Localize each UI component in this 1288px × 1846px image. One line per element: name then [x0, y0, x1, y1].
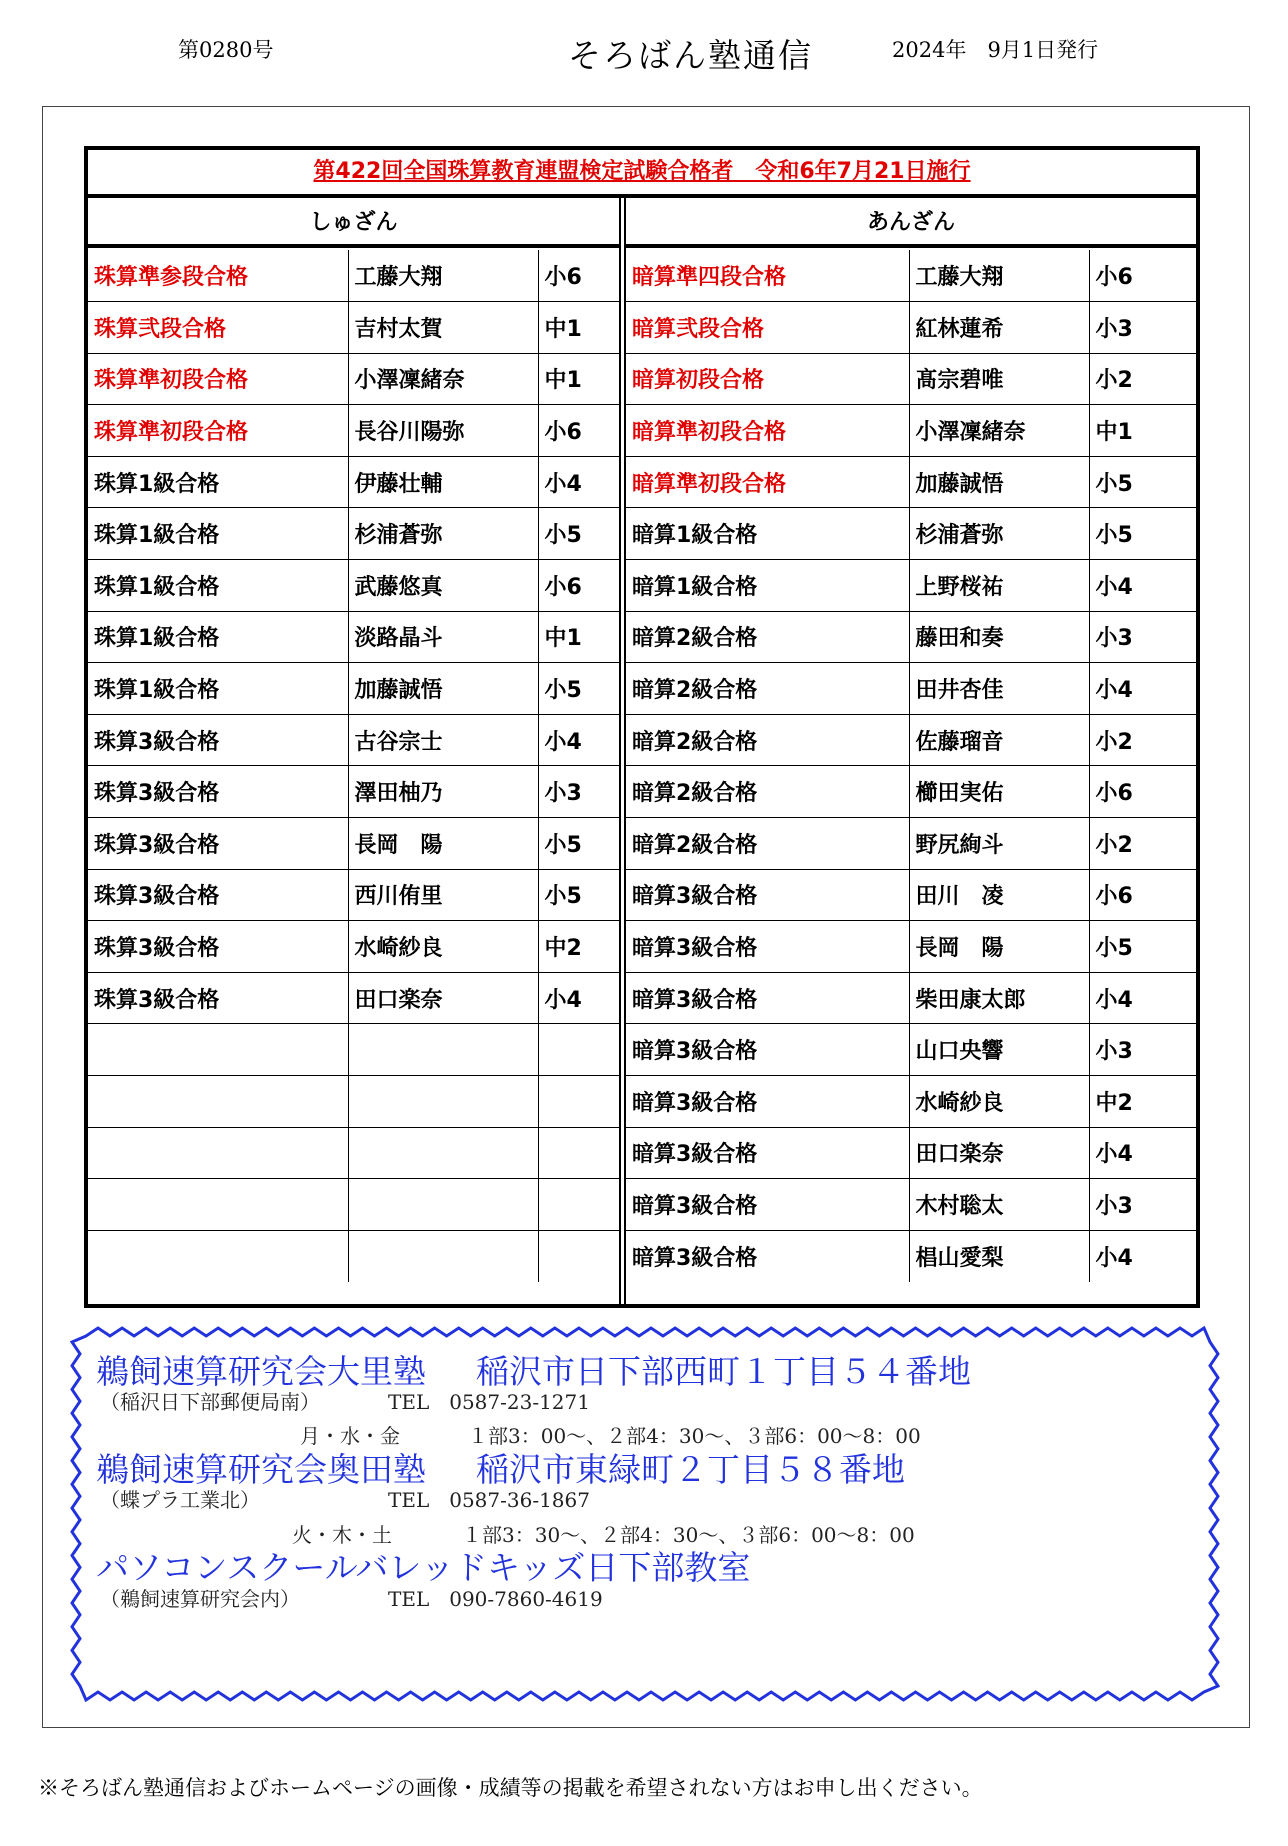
- anzan-name-cell: 柴田康太郎: [909, 972, 1089, 1024]
- soroban-grade-cell: 珠算3級合格: [88, 972, 348, 1024]
- soroban-row: [88, 869, 619, 921]
- soroban-year-cell: [538, 1127, 619, 1179]
- soroban-grade-cell: 珠算1級合格: [88, 663, 348, 715]
- school3-name: パソコンスクールバレッドキッズ日下部教室: [96, 1548, 751, 1587]
- soroban-year-cell: 小4: [538, 972, 619, 1024]
- soroban-year-cell: 小5: [538, 508, 619, 560]
- soroban-name-cell: [348, 1024, 538, 1076]
- anzan-row: [626, 1230, 1196, 1282]
- anzan-row: [626, 818, 1196, 870]
- soroban-row: [88, 560, 619, 612]
- soroban-row: [88, 508, 619, 560]
- anzan-grade-cell: 暗算準初段合格: [626, 405, 909, 457]
- anzan-year-cell: 小2: [1089, 818, 1196, 870]
- anzan-grade-cell: 暗算2級合格: [626, 818, 909, 870]
- soroban-grade-cell: 珠算準初段合格: [88, 405, 348, 457]
- soroban-name-cell: [348, 1179, 538, 1231]
- school1-tel: TEL 0587-23-1271: [388, 1390, 590, 1414]
- soroban-row: [88, 250, 619, 302]
- school3-tel: TEL 090-7860-4619: [388, 1587, 603, 1611]
- soroban-name-cell: 澤田柚乃: [348, 766, 538, 818]
- anzan-grade-cell: 暗算3級合格: [626, 1127, 909, 1179]
- anzan-year-cell: 中1: [1089, 405, 1196, 457]
- anzan-year-cell: 小4: [1089, 663, 1196, 715]
- anzan-grade-cell: 暗算3級合格: [626, 921, 909, 973]
- soroban-year-cell: 小3: [538, 766, 619, 818]
- footer-note: ※そろばん塾通信およびホームページの画像・成績等の掲載を希望されない方はお申し出ください。: [38, 1776, 983, 1800]
- anzan-grade-cell: 暗算準四段合格: [626, 250, 909, 302]
- anzan-year-cell: 小6: [1089, 766, 1196, 818]
- soroban-name-cell: 工藤大翔: [348, 250, 538, 302]
- soroban-name-cell: 長谷川陽弥: [348, 405, 538, 457]
- anzan-row: [626, 972, 1196, 1024]
- soroban-name-cell: 古谷宗士: [348, 714, 538, 766]
- soroban-row: [88, 405, 619, 457]
- anzan-heading: あんざん: [626, 202, 1196, 248]
- anzan-year-cell: 小3: [1089, 1179, 1196, 1231]
- soroban-year-cell: 小5: [538, 869, 619, 921]
- anzan-table: [626, 250, 1196, 1282]
- anzan-name-cell: 杉浦蒼弥: [909, 508, 1089, 560]
- school3-landmark: （鵜飼速算研究会内）: [100, 1587, 300, 1611]
- soroban-name-cell: 小澤凜緒奈: [348, 353, 538, 405]
- anzan-grade-cell: 暗算準初段合格: [626, 456, 909, 508]
- issue-number: 第0280号: [178, 38, 274, 62]
- exam-title-row: [88, 150, 1196, 198]
- anzan-name-cell: 田口楽奈: [909, 1127, 1089, 1179]
- anzan-year-cell: 小2: [1089, 714, 1196, 766]
- soroban-grade-cell: 珠算3級合格: [88, 818, 348, 870]
- anzan-name-cell: 椙山愛梨: [909, 1230, 1089, 1282]
- anzan-name-cell: 田川 凌: [909, 869, 1089, 921]
- soroban-name-cell: 吉村太賀: [348, 302, 538, 354]
- anzan-year-cell: 小3: [1089, 611, 1196, 663]
- school2-tel: TEL 0587-36-1867: [388, 1488, 590, 1512]
- anzan-row: [626, 869, 1196, 921]
- school2-times: １部3：30～、２部4：30～、３部6：00～8：00: [462, 1523, 915, 1547]
- soroban-row: [88, 611, 619, 663]
- anzan-row: [626, 353, 1196, 405]
- anzan-name-cell: 小澤凜緒奈: [909, 405, 1089, 457]
- soroban-name-cell: [348, 1230, 538, 1282]
- results-table: [84, 146, 1200, 1308]
- soroban-year-cell: 中1: [538, 611, 619, 663]
- school2-name: 鵜飼速算研究会奥田塾: [96, 1450, 426, 1489]
- school1-name: 鵜飼速算研究会大里塾: [96, 1352, 426, 1391]
- anzan-year-cell: 小2: [1089, 353, 1196, 405]
- anzan-name-cell: 山口央響: [909, 1024, 1089, 1076]
- soroban-name-cell: 加藤誠悟: [348, 663, 538, 715]
- anzan-grade-cell: 暗算1級合格: [626, 508, 909, 560]
- anzan-row: [626, 456, 1196, 508]
- soroban-grade-cell: 珠算準参段合格: [88, 250, 348, 302]
- soroban-row: [88, 1076, 619, 1128]
- exam-title: 第422回全国珠算教育連盟検定試験合格者 令和6年7月21日施行: [313, 159, 971, 184]
- anzan-row: [626, 921, 1196, 973]
- soroban-name-cell: 田口楽奈: [348, 972, 538, 1024]
- anzan-name-cell: 櫛田実佑: [909, 766, 1089, 818]
- soroban-row: [88, 1179, 619, 1231]
- soroban-grade-cell: 珠算1級合格: [88, 456, 348, 508]
- soroban-row: [88, 353, 619, 405]
- soroban-heading: しゅざん: [88, 202, 619, 248]
- soroban-grade-cell: [88, 1076, 348, 1128]
- anzan-name-cell: 田井杏佳: [909, 663, 1089, 715]
- anzan-grade-cell: 暗算3級合格: [626, 1179, 909, 1231]
- anzan-name-cell: 藤田和奏: [909, 611, 1089, 663]
- anzan-name-cell: 木村聡太: [909, 1179, 1089, 1231]
- anzan-row: [626, 1076, 1196, 1128]
- school1-days: 月・水・金: [300, 1424, 400, 1448]
- soroban-year-cell: [538, 1230, 619, 1282]
- anzan-year-cell: 小4: [1089, 1127, 1196, 1179]
- anzan-grade-cell: 暗算3級合格: [626, 972, 909, 1024]
- soroban-name-cell: 淡路晶斗: [348, 611, 538, 663]
- soroban-grade-cell: [88, 1230, 348, 1282]
- anzan-year-cell: 小6: [1089, 250, 1196, 302]
- anzan-grade-cell: 暗算2級合格: [626, 611, 909, 663]
- anzan-row: [626, 1127, 1196, 1179]
- anzan-year-cell: 小6: [1089, 869, 1196, 921]
- anzan-grade-cell: 暗算3級合格: [626, 869, 909, 921]
- anzan-year-cell: 中2: [1089, 1076, 1196, 1128]
- soroban-grade-cell: 珠算3級合格: [88, 766, 348, 818]
- soroban-grade-cell: 珠算弐段合格: [88, 302, 348, 354]
- anzan-grade-cell: 暗算2級合格: [626, 663, 909, 715]
- soroban-year-cell: 小6: [538, 405, 619, 457]
- anzan-year-cell: 小4: [1089, 1230, 1196, 1282]
- anzan-grade-cell: 暗算3級合格: [626, 1230, 909, 1282]
- school1-landmark: （稲沢日下部郵便局南）: [100, 1390, 320, 1414]
- soroban-grade-cell: 珠算1級合格: [88, 508, 348, 560]
- anzan-year-cell: 小4: [1089, 560, 1196, 612]
- soroban-grade-cell: 珠算3級合格: [88, 869, 348, 921]
- soroban-grade-cell: 珠算3級合格: [88, 921, 348, 973]
- soroban-year-cell: 中1: [538, 353, 619, 405]
- anzan-grade-cell: 暗算弐段合格: [626, 302, 909, 354]
- anzan-year-cell: 小5: [1089, 508, 1196, 560]
- soroban-row: [88, 818, 619, 870]
- anzan-name-cell: 野尻絢斗: [909, 818, 1089, 870]
- soroban-row: [88, 302, 619, 354]
- soroban-year-cell: 小4: [538, 714, 619, 766]
- soroban-name-cell: 水崎紗良: [348, 921, 538, 973]
- soroban-row: [88, 663, 619, 715]
- anzan-grade-cell: 暗算2級合格: [626, 766, 909, 818]
- anzan-name-cell: 工藤大翔: [909, 250, 1089, 302]
- soroban-name-cell: [348, 1127, 538, 1179]
- anzan-name-cell: 佐藤瑠音: [909, 714, 1089, 766]
- anzan-name-cell: 上野桜祐: [909, 560, 1089, 612]
- soroban-name-cell: 伊藤壮輔: [348, 456, 538, 508]
- soroban-year-cell: [538, 1179, 619, 1231]
- anzan-row: [626, 560, 1196, 612]
- school2-address: 稲沢市東緑町２丁目５８番地: [476, 1450, 905, 1489]
- anzan-row: [626, 1179, 1196, 1231]
- school-info-box: [70, 1326, 1220, 1702]
- soroban-row: [88, 1024, 619, 1076]
- anzan-year-cell: 小3: [1089, 1024, 1196, 1076]
- anzan-row: [626, 663, 1196, 715]
- anzan-row: [626, 766, 1196, 818]
- soroban-name-cell: 長岡 陽: [348, 818, 538, 870]
- soroban-grade-cell: [88, 1024, 348, 1076]
- soroban-table: [88, 250, 619, 1282]
- soroban-year-cell: 小5: [538, 818, 619, 870]
- soroban-year-cell: 小6: [538, 560, 619, 612]
- anzan-row: [626, 1024, 1196, 1076]
- school2-landmark: （蝶プラ工業北）: [100, 1488, 260, 1512]
- anzan-row: [626, 611, 1196, 663]
- anzan-name-cell: 加藤誠悟: [909, 456, 1089, 508]
- anzan-grade-cell: 暗算1級合格: [626, 560, 909, 612]
- anzan-year-cell: 小3: [1089, 302, 1196, 354]
- school1-address: 稲沢市日下部西町１丁目５４番地: [476, 1352, 971, 1391]
- soroban-row: [88, 972, 619, 1024]
- anzan-year-cell: 小4: [1089, 972, 1196, 1024]
- anzan-grade-cell: 暗算2級合格: [626, 714, 909, 766]
- soroban-grade-cell: 珠算準初段合格: [88, 353, 348, 405]
- school3-title: [96, 1542, 750, 1589]
- school2-days: 火・木・土: [292, 1523, 392, 1547]
- soroban-year-cell: 小6: [538, 250, 619, 302]
- soroban-year-cell: 中1: [538, 302, 619, 354]
- soroban-grade-cell: 珠算1級合格: [88, 560, 348, 612]
- soroban-row: [88, 766, 619, 818]
- anzan-name-cell: 長岡 陽: [909, 921, 1089, 973]
- soroban-name-cell: 杉浦蒼弥: [348, 508, 538, 560]
- anzan-name-cell: 水崎紗良: [909, 1076, 1089, 1128]
- anzan-row: [626, 250, 1196, 302]
- anzan-grade-cell: 暗算3級合格: [626, 1024, 909, 1076]
- soroban-grade-cell: [88, 1127, 348, 1179]
- soroban-row: [88, 921, 619, 973]
- anzan-row: [626, 714, 1196, 766]
- soroban-year-cell: 小4: [538, 456, 619, 508]
- anzan-year-cell: 小5: [1089, 921, 1196, 973]
- anzan-name-cell: 紅林蓮希: [909, 302, 1089, 354]
- anzan-name-cell: 髙宗碧唯: [909, 353, 1089, 405]
- soroban-name-cell: 武藤悠真: [348, 560, 538, 612]
- soroban-year-cell: 小5: [538, 663, 619, 715]
- soroban-name-cell: [348, 1076, 538, 1128]
- anzan-row: [626, 405, 1196, 457]
- anzan-grade-cell: 暗算3級合格: [626, 1076, 909, 1128]
- anzan-year-cell: 小5: [1089, 456, 1196, 508]
- soroban-name-cell: 西川侑里: [348, 869, 538, 921]
- soroban-grade-cell: [88, 1179, 348, 1231]
- anzan-grade-cell: 暗算初段合格: [626, 353, 909, 405]
- newsletter-title: そろばん塾通信: [568, 36, 813, 75]
- soroban-row: [88, 714, 619, 766]
- soroban-grade-cell: 珠算1級合格: [88, 611, 348, 663]
- soroban-grade-cell: 珠算3級合格: [88, 714, 348, 766]
- soroban-row: [88, 456, 619, 508]
- issue-date: 2024年 9月1日発行: [892, 38, 1099, 62]
- soroban-year-cell: [538, 1024, 619, 1076]
- soroban-year-cell: [538, 1076, 619, 1128]
- soroban-row: [88, 1230, 619, 1282]
- soroban-year-cell: 中2: [538, 921, 619, 973]
- school1-times: １部3：00～、２部4：30～、３部6：00～8：00: [468, 1424, 921, 1448]
- column-divider: [619, 198, 626, 1304]
- anzan-row: [626, 508, 1196, 560]
- anzan-row: [626, 302, 1196, 354]
- soroban-row: [88, 1127, 619, 1179]
